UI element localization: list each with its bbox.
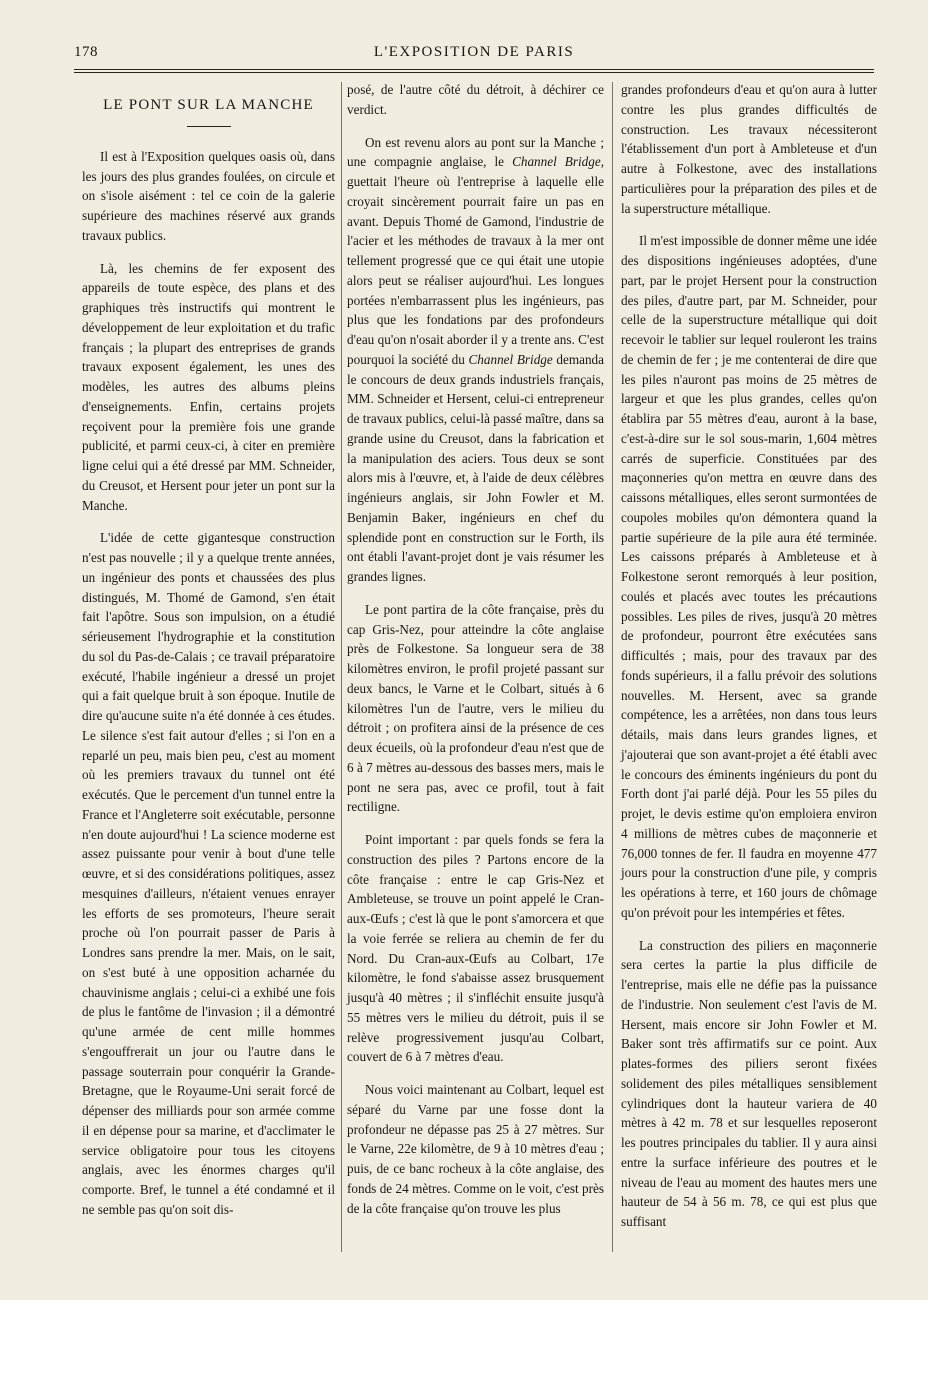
page-number: 178 <box>74 44 98 60</box>
paragraph: L'idée de cette gigantesque construction n'est pas nouvelle ; il y a quelque trente années, un ingénieur des ponts et chaussées des plus distingués, M. Thomé de Gamond, s'en était fait l'apôtre. Sous son impulsion, on a étudié sérieusement l'hydrographie et la constitution du sol du Pas-de-Calais ; ce travail préparatoire exécuté, l'habile ingénieur a dressé un projet qui a fait quelque bruit à son époque. Inutile de dire qu'aucune suite n'a été donnée à ces études. Le silence s'est fait autour d'elles ; si l'on en a reparlé un peu, mais bien peu, c'est au moment où les premiers travaux du tunnel ont été exécutés. Que le percement d'un tunnel entre la France et l'Angleterre soit exécutable, personne n'en doute aujourd'hui ! La science moderne est assez puissante pour venir à bout d'une telle œuvre, et si des considérations politiques, assez mesquines d'ailleurs, n'étaient venues enrayer les efforts de ses promoteurs, l'heure serait proche où l'on pourrait passer de Paris à Londres sans prendre la mer. Mais, on le sait, on s'est buté à une opposition acharnée du chauvinisme anglais ; celui-ci a exhibé une fois de plus le fantôme de l'invasion ; il a démontré qu'une armée de cent mille hommes s'engouffrerait un jour ou l'autre dans le passage souterrain pour conquérir la Grande-Bretagne, que le Royaume-Uni serait forcé de dépenser des milliards pour son armée comme il en dépense pour sa marine, et d'acclimater le service obligatoire pour tous les citoyens anglais, avec les énormes charges qu'il comporte. Bref, le tunnel a été condamné et il ne semble pas qu'on soit dis- <box>82 530 335 1217</box>
italic-company-name: Channel Bridge <box>468 351 553 367</box>
column-1 <box>82 80 335 1233</box>
column-3 <box>621 80 877 1245</box>
header-rule-double <box>74 72 874 73</box>
paragraph <box>347 133 604 587</box>
column-divider-1 <box>341 82 342 1252</box>
paragraph: Il m'est impossible de donner même une idée des dispositions ingénieuses adoptées, d'une part, par le projet Hersent pour la construction des piles, d'autre part, par M. Schneider, pour celle de la superstructure métallique qui doit recevoir le tablier sur lequel rouleront les trains de chemin de fer ; je me contenterai de dire que les piles n'auront pas moins de 25 mètres de largeur et que les plus grandes, celles qu'on établira par 55 mètres d'eau, auront à la base, c'est-à-dire sur le sol sous-marin, 1,604 mètres carrés de superficie. Constituées par des maçonneries qu'on mettra en œuvre dans des caissons métalliques, elles seront surmontées de coupoles mobiles qu'on démontera quand la partie supérieure de la pile aura été terminée. Les caissons préparés à Ambleteuse et à Folkestone seront remorqués à leur position, coulés et placés avec toutes les précautions possibles. Les piles de rives, jusqu'à 20 mètres de profondeur, pourront être exécutées sans difficultés ; mais, pour des travaux par des fonds supérieurs, il a fallu prévoir des solutions nouvelles. M. Hersent, avec sa grande compétence, les a arrêtées, non dans tous leurs détails, mais dans leurs grandes lignes, et j'ajouterai que son avant-projet a été établi avec le concours des éminents ingénieurs du pont du Forth dont j'ai parlé déjà. Pour les 55 piles du projet, le devis estime qu'on emploiera environ 4 millions de mètres cubes de maçonnerie et 76,000 tonnes de fer. Il faudra en moyenne 477 jours pour la construction d'une pile, y compris les opérations à terre, et 160 jours de chômage qu'on prévoit pour les intempéries et fêtes. <box>621 233 877 920</box>
paragraph: Point important : par quels fonds se fera la construction des piles ? Partons encore de la côte française : entre le cap Gris-Nez et Ambleteuse, se trouve un point appelé le Cran-aux-Œufs ; c'est là que le pont s'amorcera et que la voie ferrée se reliera au chemin de fer du Nord. Du Cran-aux-Œufs au Colbart, 17e kilomètre, le fond s'abaisse assez brusquement jusqu'à 40 mètres ; il s'infléchit ensuite jusqu'à 55 mètres vers le milieu du détroit, puis il se relève progressivement jusqu'au Colbart, couvert de 6 à 7 mètres d'eau. <box>347 832 604 1065</box>
paragraph: Il est à l'Exposition quelques oasis où, dans les jours des plus grandes foulées, on circule et on s'isole aisément : tel ce coin de la galerie supérieure des machines réservé aux grands travaux publics. <box>82 148 335 243</box>
paragraph: La construction des piliers en maçonnerie sera certes la partie la plus difficile de l'entreprise, mais elle ne défie pas la puissance de l'industrie. Non seulement c'est l'avis de M. Hersent, mais encore sir John Fowler et M. Baker sont très affirmatifs sur ce point. Aux plates-formes des piliers seront fixées solidement des piles métalliques sensiblement cylindriques dont la hauteur variera de 40 mètres à 42 m. 78 et sur lesquelles reposeront les poutres principales du tablier. Il y aura ainsi entre la surface inférieure des poutres et le niveau de l'eau au moment des hautes mers une hauteur de 54 à 56 m. 78, ce qui est plus que suffisant <box>621 937 877 1229</box>
running-title: L'EXPOSITION DE PARIS <box>373 44 575 60</box>
paragraph: grandes profondeurs d'eau et qu'on aura à lutter contre les plus grandes difficultés de construction. Les travaux nécessiteront l'établissement d'un port à Ambleteuse et d'un autre à Folkestone, avec des installations particulières pour la préparation des piles et de la superstructure métallique. <box>621 82 877 216</box>
paragraph: posé, de l'autre côté du détroit, à déchirer ce verdict. <box>347 82 604 117</box>
paragraph: Là, les chemins de fer exposent des appareils de toute espèce, des plans et des graphiques très instructifs qui montrent le développement de leur exploitation et du trafic français ; la plupart des entreprises de grands travaux exposent également, les unes des modèles, les autres des albums pleins d'enseignements. Enfin, certains projets reçoivent pour la première fois une grande publicité, et parmi ceux-ci, à citer en première ligne celui qui a été dressé par MM. Schneider, du Creusot, et Hersent pour jeter un pont sur la Manche. <box>82 260 335 513</box>
paragraph: Nous voici maintenant au Colbart, lequel est séparé du Varne par une fosse dont la profondeur ne dépasse pas 25 à 27 mètres. Sur le Varne, 22e kilomètre, de 9 à 10 mètres d'eau ; puis, de ce banc rocheux à la côte anglaise, des fonds de 24 mètres. Comme on le voit, c'est près de la côte française qu'on trouve les plus <box>347 1082 604 1216</box>
article-title: LE PONT SUR LA MANCHE <box>103 97 314 113</box>
page-header <box>74 44 874 68</box>
title-rule <box>187 126 231 127</box>
text-run: On est revenu alors au pont sur la Manche ; une compagnie anglaise, le <box>347 134 604 170</box>
column-divider-2 <box>612 82 613 1252</box>
text-run: demanda le concours de deux grands industriels français, MM. Schneider et Hersent, celui-ci entrepreneur de travaux publics, celui-là passé maître, dans sa grande usine du Creusot, dans la fabrication et la manipulation des aciers. Tous deux se sont alors mis à l'œuvre, et, à l'aide de deux célèbres ingénieurs anglais, sir John Fowler et M. Benjamin Baker, ingénieurs en chef du splendide pont en construction sur le Forth, ils ont établi l'avant-projet dont je vais résumer les grandes lignes. <box>347 351 604 584</box>
paragraph: Le pont partira de la côte française, près du cap Gris-Nez, pour atteindre la côte anglaise près de Folkestone. Sa longueur sera de 38 kilomètres environ, le profil projeté passant sur deux bancs, le Varne et le Colbart, situés à 6 kilomètres l'un de l'autre, vers le milieu du détroit ; on profitera ainsi de la présence de ces deux écueils, où la profondeur d'eau n'est que de 6 à 7 mètres au-dessous des basses mers, mais le pont ne sera pas, avec ce profil, tout à fait rectiligne. <box>347 601 604 815</box>
column-2 <box>347 80 604 1231</box>
text-run: guettait l'heure où l'entreprise à laquelle elle croyait sincèrement pourrait faire un pas en avant. Depuis Thomé de Gamond, l'industrie de l'acier et les méthodes de travaux à la mer ont tellement progressé que ce qui était une utopie alors peut se réaliser aujourd'hui. Les longues portées n'embarrassent plus les ingénieurs, pas plus que les fondations par des profondeurs d'eau qu'on n'osait aborder il y a trente ans. C'est pourquoi la société du <box>347 174 604 367</box>
italic-company-name: Channel Bridge, <box>512 154 604 170</box>
header-rule <box>74 69 874 70</box>
